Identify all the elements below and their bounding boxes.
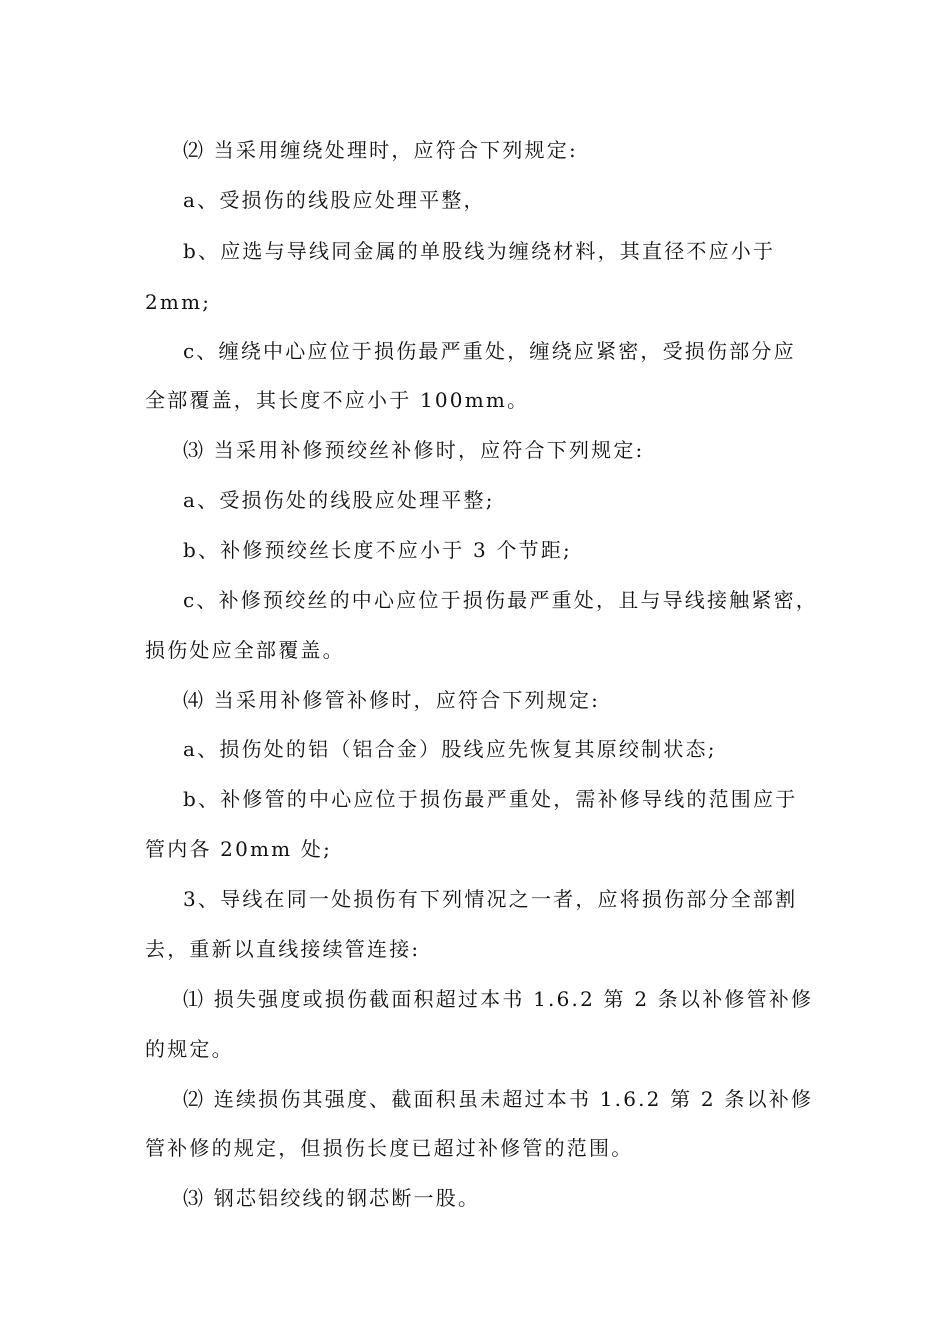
text-line: 去，重新以直线接续管连接: bbox=[145, 937, 421, 961]
text-line: b、补修预绞丝长度不应小于 3 个节距; bbox=[183, 538, 572, 562]
text-line: b、补修管的中心应位于损伤最严重处，需补修导线的范围应于 bbox=[183, 787, 798, 811]
text-line: 损伤处应全部覆盖。 bbox=[145, 638, 345, 662]
text-line: ⑷ 当采用补修管补修时，应符合下列规定: bbox=[183, 688, 601, 712]
text-line: c、缠绕中心应位于损伤最严重处，缠绕应紧密，受损伤部分应 bbox=[183, 339, 796, 363]
text-line: a、受损伤处的线股应处理平整; bbox=[183, 488, 495, 512]
text-line: c、补修预绞丝的中心应位于损伤最严重处，且与导线接触紧密， bbox=[183, 588, 819, 612]
text-line: ⑶ 钢芯铝绞线的钢芯断一股。 bbox=[183, 1186, 481, 1210]
text-line: ⑴ 损失强度或损伤截面积超过本书 1.6.2 第 2 条以补修管补修 bbox=[183, 987, 814, 1011]
text-line: ⑶ 当采用补修预绞丝补修时，应符合下列规定: bbox=[183, 438, 645, 462]
text-line: a、受损伤的线股应处理平整， bbox=[183, 188, 486, 212]
text-line: 2mm; bbox=[145, 290, 212, 314]
text-line: 的规定。 bbox=[145, 1037, 234, 1061]
text-line: 全部覆盖，其长度不应小于 100mm。 bbox=[145, 388, 530, 412]
text-line: ⑵ 当采用缠绕处理时，应符合下列规定: bbox=[183, 138, 578, 162]
text-line: 管补修的规定，但损伤长度已超过补修管的范围。 bbox=[145, 1136, 634, 1160]
text-line: b、应选与导线同金属的单股线为缠绕材料，其直径不应小于 bbox=[183, 239, 776, 263]
text-line: ⑵ 连续损伤其强度、截面积虽未超过本书 1.6.2 第 2 条以补修 bbox=[183, 1087, 814, 1111]
text-line: a、损伤处的铝（铝合金）股线应先恢复其原绞制状态; bbox=[183, 737, 717, 761]
text-line: 3、导线在同一处损伤有下列情况之一者，应将损伤部分全部割 bbox=[183, 887, 798, 911]
text-line: 管内各 20mm 处; bbox=[145, 837, 333, 861]
